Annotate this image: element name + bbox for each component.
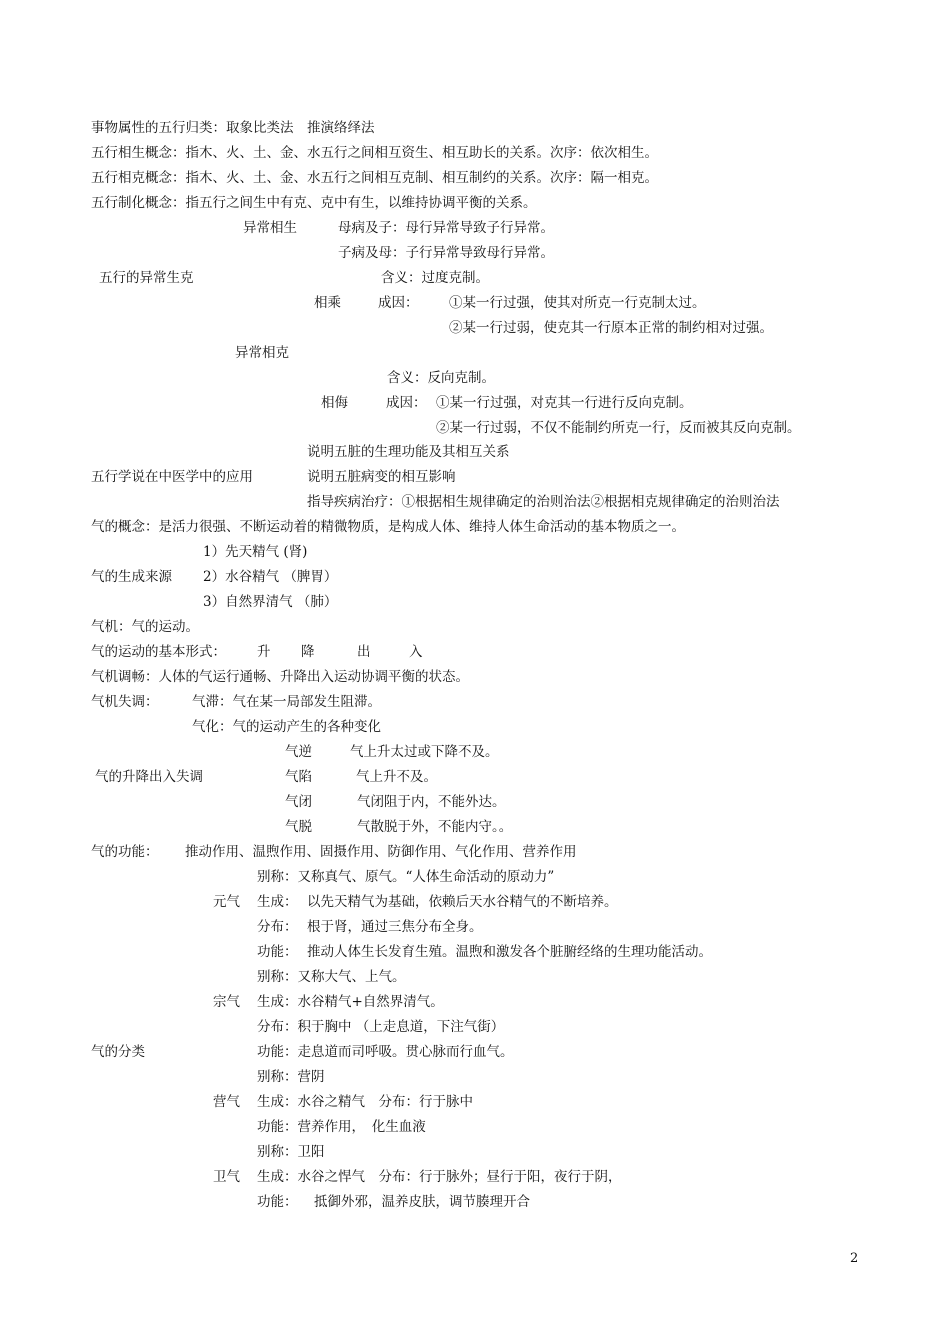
text-line: ②某一行过弱，使克其一行原本正常的制约相对过强。	[449, 320, 773, 336]
text-line: 气机失调：	[91, 694, 159, 710]
text-line: 气上升不及。	[356, 769, 437, 785]
text-line: 气机：气的运动。	[91, 619, 199, 635]
text-line: 推动作用、温煦作用、固摄作用、防御作用、气化作用、营养作用	[185, 844, 577, 860]
text-line: 别称：又称大气、上气。	[257, 969, 406, 985]
text-line: 功能：走息道而司呼吸。贯心脉而行血气。	[257, 1044, 514, 1060]
text-line: 功能：	[257, 1194, 298, 1210]
text-line: 气上升太过或下降不及。	[350, 744, 499, 760]
text-line: 3）自然界清气 （肺）	[203, 594, 338, 610]
text-line: 气脱	[285, 819, 312, 835]
text-line: 五行的异常生克	[99, 270, 194, 286]
text-line: 别称：营阴	[257, 1069, 325, 1085]
text-line: 气散脱于外，不能内守。。	[357, 819, 513, 835]
text-line: 分布：积于胸中 （上走息道，下注气街）	[257, 1019, 505, 1035]
text-line: 抵御外邪，温养皮肤，调节腠理开合	[314, 1194, 530, 1210]
text-line: 别称：又称真气、原气。“人体生命活动的原动力”	[257, 869, 555, 885]
text-line: 营气	[213, 1094, 240, 1110]
text-line: 以先天精气为基础，依赖后天水谷精气的不断培养。	[307, 894, 618, 910]
text-line: 五行相生概念：指木、火、土、金、水五行之间相互资生、相互助长的关系。次序：依次相生。	[91, 145, 658, 161]
text-line: ②某一行过弱，不仅不能制约所克一行，反而被其反向克制。	[436, 420, 801, 436]
text-line: 气的升降出入失调	[95, 769, 203, 785]
text-line: 生成：水谷之悍气 分布：行于脉外；昼行于阳，夜行于阴，	[257, 1169, 622, 1185]
text-line: 2）水谷精气 （脾胃）	[203, 569, 338, 585]
text-line: 异常相克	[235, 345, 289, 361]
text-line: 升	[257, 644, 271, 660]
text-line: 五行制化概念：指五行之间生中有克、克中有生，以维持协调平衡的关系。	[91, 195, 537, 211]
text-line: ①某一行过强，对克其一行进行反向克制。	[436, 395, 693, 411]
text-line: 含义：反向克制。	[387, 370, 495, 386]
text-line: 气机调畅：人体的气运行通畅、升降出入运动协调平衡的状态。	[91, 669, 469, 685]
text-line: 异常相生	[243, 220, 297, 236]
text-line: 说明五脏的生理功能及其相互关系	[307, 444, 510, 460]
text-line: 含义：过度克制。	[381, 270, 489, 286]
text-line: 指导疾病治疗：①根据相生规律确定的治则治法②根据相克规律确定的治则治法	[307, 494, 780, 510]
text-line: 气闭阻于内，不能外达。	[357, 794, 506, 810]
text-line: 气滞：气在某一局部发生阻滞。	[192, 694, 381, 710]
text-line: 气的功能：	[91, 844, 159, 860]
text-line: 卫气	[213, 1169, 240, 1185]
text-line: 别称：卫阳	[257, 1144, 325, 1160]
text-line: 降	[301, 644, 315, 660]
text-line: 相乘	[314, 295, 341, 311]
text-line: 功能：	[257, 944, 298, 960]
text-line: 气逆	[285, 744, 312, 760]
text-line: 分布：	[257, 919, 298, 935]
text-line: 气化：气的运动产生的各种变化	[192, 719, 381, 735]
text-line: 说明五脏病变的相互影响	[307, 469, 456, 485]
text-line: 气陷	[285, 769, 312, 785]
text-line: 五行学说在中医学中的应用	[91, 469, 253, 485]
text-line: 1）先天精气 (肾)	[203, 544, 308, 560]
text-line: 子病及母：子行异常导致母行异常。	[338, 245, 554, 261]
text-line: 气的概念：是活力很强、不断运动着的精微物质，是构成人体、维持人体生命活动的基本物质之一。	[91, 519, 685, 535]
text-line: 相侮	[321, 395, 348, 411]
text-line: 成因：	[386, 395, 427, 411]
text-line: 气的生成来源	[91, 569, 172, 585]
text-line: 根于肾，通过三焦分布全身。	[307, 919, 483, 935]
text-line: 母病及子：母行异常导致子行异常。	[338, 220, 554, 236]
text-line: 事物属性的五行归类：取象比类法 推演络绎法	[91, 120, 375, 136]
text-line: ①某一行过强，使其对所克一行克制太过。	[449, 295, 706, 311]
text-line: 生成：	[257, 894, 298, 910]
text-line: 元气	[213, 894, 240, 910]
text-line: 宗气	[213, 994, 240, 1010]
text-line: 出	[357, 644, 371, 660]
page-number: 2	[850, 1251, 859, 1266]
text-line: 成因：	[378, 295, 419, 311]
text-line: 推动人体生长发育生殖。温煦和激发各个脏腑经络的生理功能活动。	[307, 944, 712, 960]
text-line: 五行相克概念：指木、火、土、金、水五行之间相互克制、相互制约的关系。次序：隔一相克。	[91, 170, 658, 186]
text-line: 入	[409, 644, 423, 660]
text-line: 气的运动的基本形式：	[91, 644, 226, 660]
text-line: 气的分类	[91, 1044, 145, 1060]
text-line: 生成：水谷之精气 分布：行于脉中	[257, 1094, 473, 1110]
text-line: 气闭	[285, 794, 312, 810]
text-line: 生成：水谷精气+自然界清气。	[257, 994, 444, 1010]
text-line: 功能：营养作用， 化生血液	[257, 1119, 426, 1135]
